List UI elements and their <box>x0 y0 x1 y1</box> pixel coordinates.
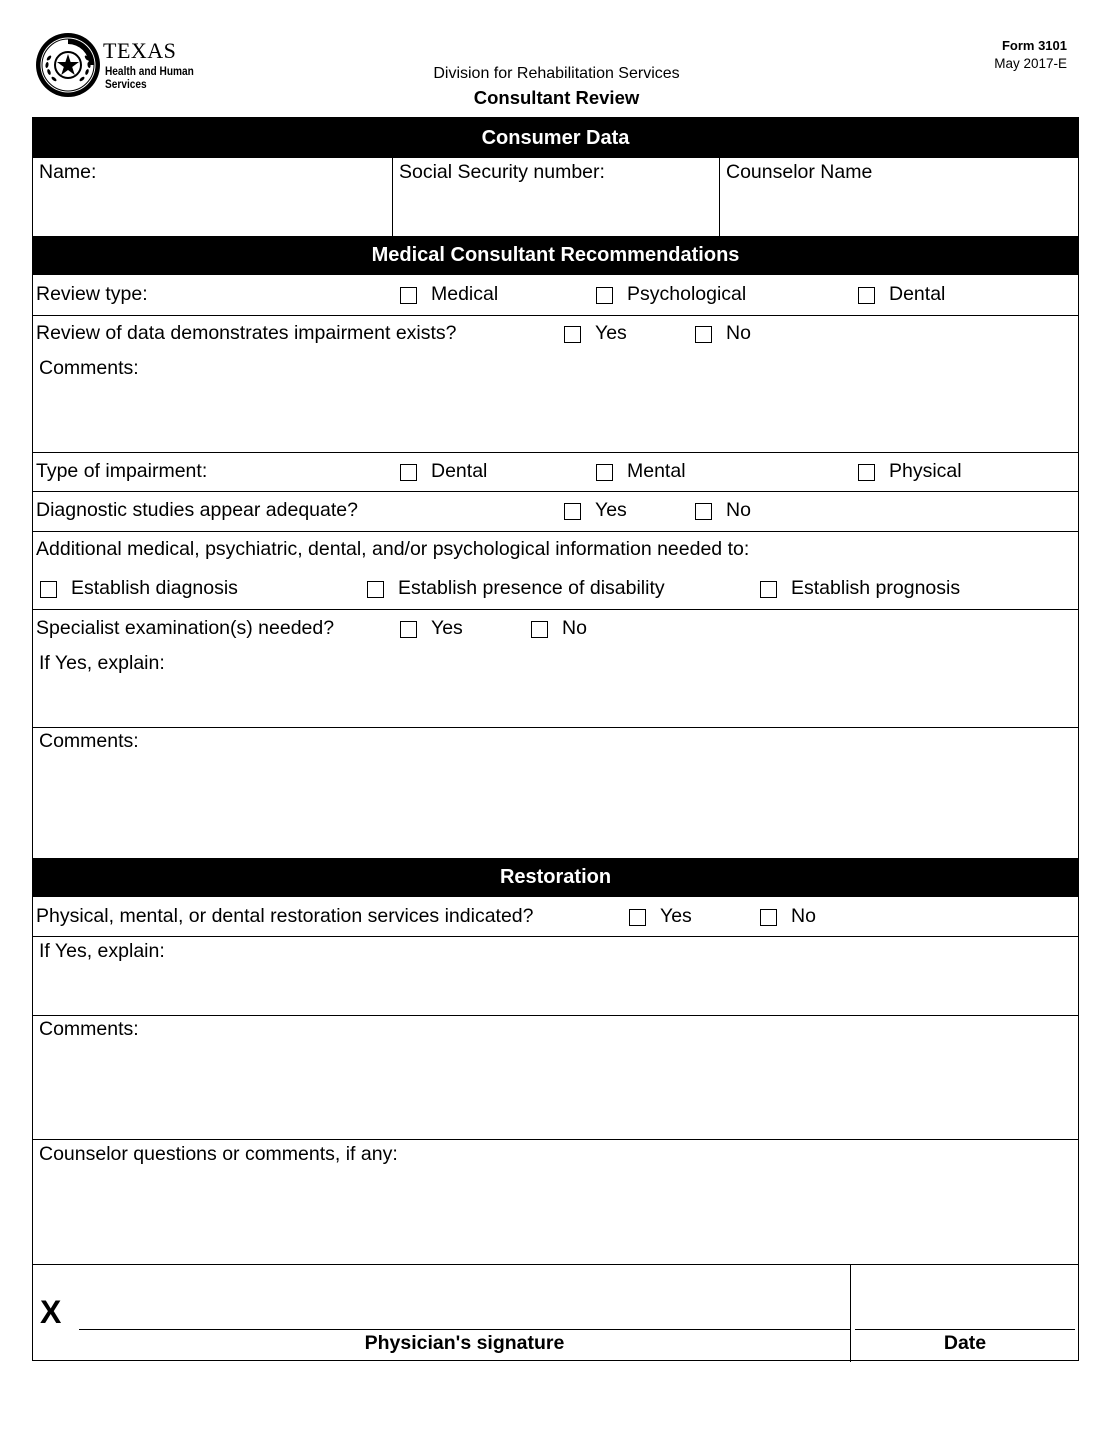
counselor-name-label: Counselor Name <box>726 161 873 183</box>
establish-diagnosis-label: Establish diagnosis <box>71 577 238 599</box>
ssn-label: Social Security number: <box>399 161 605 183</box>
impairment-type-physical-label: Physical <box>889 460 962 482</box>
impairment-exists-yes-label: Yes <box>595 322 627 344</box>
form-title: Consultant Review <box>473 87 640 108</box>
impairment-exists-label: Review of data demonstrates impairment exists? <box>36 322 457 344</box>
date-label: Date <box>943 1332 987 1354</box>
medical-comments-label: Comments: <box>39 730 139 752</box>
name-input[interactable] <box>39 188 384 228</box>
section-header-consumer-data: Consumer Data <box>33 118 1078 158</box>
signature-line <box>79 1329 850 1330</box>
impairment-type-label: Type of impairment: <box>36 460 208 482</box>
specialist-needed-yes-label: Yes <box>431 617 463 639</box>
impairment-exists-no-label: No <box>726 322 751 344</box>
restoration-comments-input[interactable] <box>39 1044 1069 1132</box>
divider <box>33 936 1078 937</box>
signature-x-mark: X <box>40 1294 62 1330</box>
review-type-label: Review type: <box>36 283 148 305</box>
form-date: May 2017-E <box>994 56 1067 71</box>
impairment-type-mental-label: Mental <box>627 460 686 482</box>
divider <box>33 609 1078 610</box>
logo-line-3: Services <box>105 79 147 91</box>
restoration-services-label: Physical, mental, or dental restoration services indicated? <box>36 905 534 927</box>
diagnostic-adequate-no-checkbox[interactable] <box>695 503 712 520</box>
specialist-needed-no-label: No <box>562 617 587 639</box>
logo-texas-text: TEXAS <box>103 38 177 63</box>
diagnostic-adequate-label: Diagnostic studies appear adequate? <box>36 499 358 521</box>
divider <box>33 727 1078 728</box>
review-type-medical-checkbox[interactable] <box>400 287 417 304</box>
form-number: Form 3101 <box>1001 38 1067 53</box>
divider <box>392 158 393 236</box>
review-type-psychological-label: Psychological <box>627 283 747 305</box>
division-name: Division for Rehabilitation Services <box>433 65 680 82</box>
impairment-type-dental-label: Dental <box>431 460 488 482</box>
divider <box>33 1015 1078 1016</box>
establish-prognosis-checkbox[interactable] <box>760 581 777 598</box>
divider <box>850 1264 851 1362</box>
name-label: Name: <box>39 161 97 183</box>
divider <box>33 531 1078 532</box>
impairment-type-mental-checkbox[interactable] <box>596 464 613 481</box>
logo-line-2: Health and Human <box>105 66 194 78</box>
date-line <box>855 1329 1075 1330</box>
review-type-dental-checkbox[interactable] <box>858 287 875 304</box>
restoration-services-yes-label: Yes <box>660 905 692 927</box>
impairment-exists-yes-checkbox[interactable] <box>564 326 581 343</box>
counselor-name-input[interactable] <box>726 188 1071 228</box>
impairment-exists-no-checkbox[interactable] <box>695 326 712 343</box>
divider <box>33 491 1078 492</box>
section-header-restoration: Restoration <box>33 858 1078 897</box>
restoration-comments-label: Comments: <box>39 1018 139 1040</box>
review-type-dental-label: Dental <box>889 283 946 305</box>
additional-info-label: Additional medical, psychiatric, dental, and/or psychological information needed to: <box>36 538 750 560</box>
restoration-services-yes-checkbox[interactable] <box>629 909 646 926</box>
review-type-psychological-checkbox[interactable] <box>596 287 613 304</box>
restoration-explain-input[interactable] <box>39 966 1069 1010</box>
ssn-input[interactable] <box>399 188 711 228</box>
restoration-services-no-checkbox[interactable] <box>760 909 777 926</box>
physician-signature-label: Physician's signature <box>364 1332 565 1354</box>
divider <box>33 315 1078 316</box>
impairment-type-physical-checkbox[interactable] <box>858 464 875 481</box>
establish-disability-checkbox[interactable] <box>367 581 384 598</box>
divider <box>33 1139 1078 1140</box>
section-header-medical: Medical Consultant Recommendations <box>33 236 1078 275</box>
consultant-review-form <box>32 117 1079 1361</box>
impairment-comments-input[interactable] <box>39 382 1069 446</box>
establish-disability-label: Establish presence of disability <box>398 577 665 599</box>
impairment-comments-label: Comments: <box>39 357 139 379</box>
diagnostic-adequate-yes-label: Yes <box>595 499 627 521</box>
specialist-needed-no-checkbox[interactable] <box>531 621 548 638</box>
restoration-services-no-label: No <box>791 905 816 927</box>
restoration-explain-label: If Yes, explain: <box>39 940 165 962</box>
date-input[interactable] <box>857 1290 1071 1326</box>
specialist-needed-label: Specialist examination(s) needed? <box>36 617 335 639</box>
divider <box>719 158 720 236</box>
divider <box>33 452 1078 453</box>
specialist-explain-input[interactable] <box>39 678 1069 722</box>
review-type-medical-label: Medical <box>431 283 499 305</box>
impairment-type-dental-checkbox[interactable] <box>400 464 417 481</box>
diagnostic-adequate-yes-checkbox[interactable] <box>564 503 581 520</box>
medical-comments-input[interactable] <box>39 756 1069 852</box>
physician-signature-input[interactable] <box>81 1290 841 1326</box>
counselor-questions-label: Counselor questions or comments, if any: <box>39 1143 398 1165</box>
establish-prognosis-label: Establish prognosis <box>791 577 961 599</box>
counselor-questions-input[interactable] <box>39 1169 1069 1257</box>
establish-diagnosis-checkbox[interactable] <box>40 581 57 598</box>
specialist-needed-yes-checkbox[interactable] <box>400 621 417 638</box>
diagnostic-adequate-no-label: No <box>726 499 751 521</box>
specialist-explain-label: If Yes, explain: <box>39 652 165 674</box>
divider <box>33 1264 1078 1265</box>
